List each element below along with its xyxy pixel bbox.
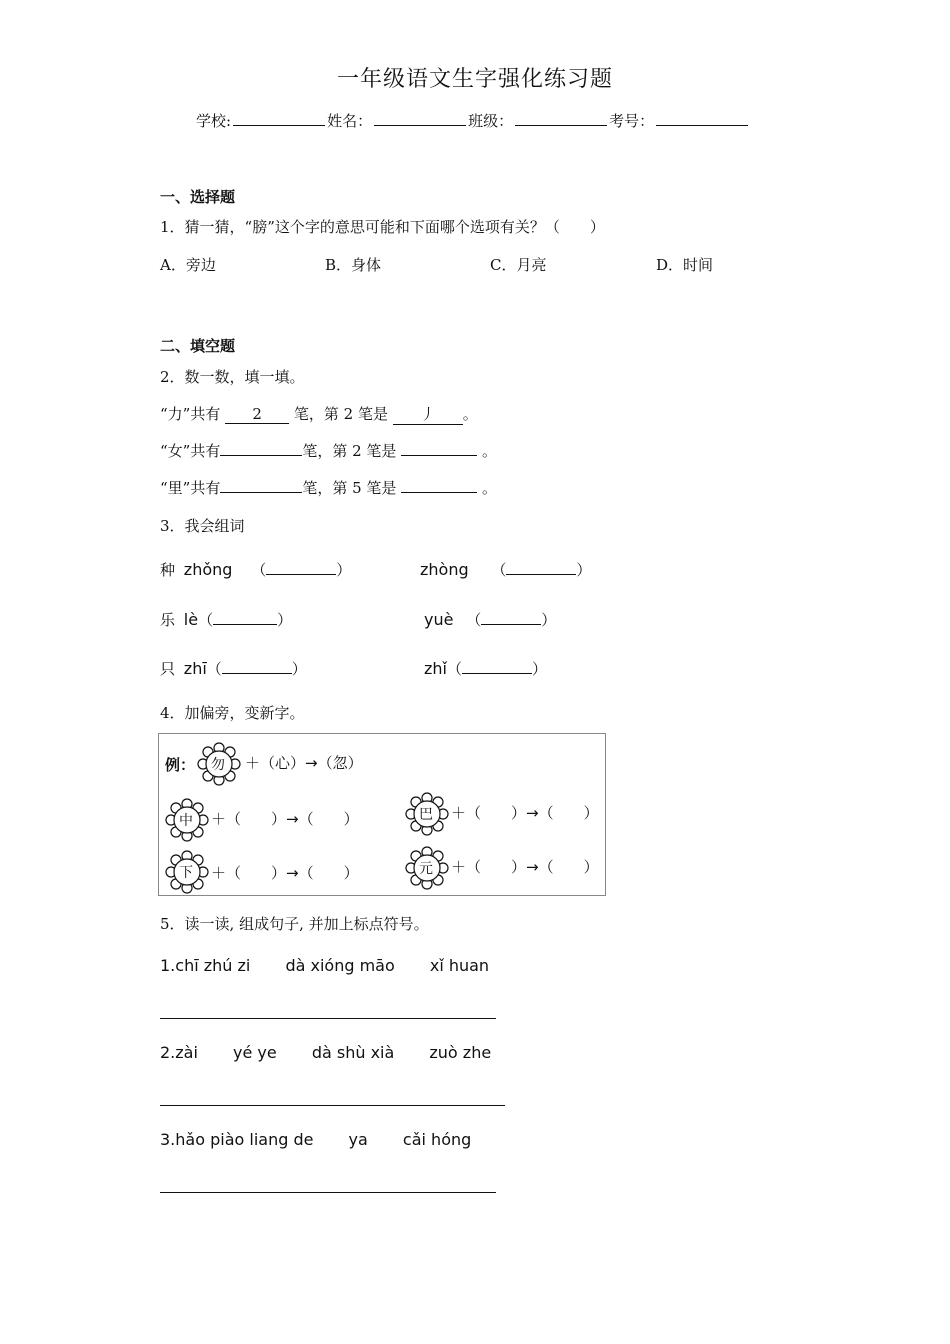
stroke-count-answer[interactable] [220,455,302,456]
stroke-count-answer[interactable] [220,492,302,493]
item-formula[interactable]: ＋（ ）→（ ） [211,864,359,882]
stroke-row-pre: “女”共有 [160,442,221,460]
pinyin-right: zhǐ [424,659,447,678]
stroke-row-end: 。 [482,442,498,460]
word-char: 乐 [160,611,176,629]
flower-item [405,846,449,890]
word-row-zhong2: zhòng （ ） [420,560,592,579]
word-char: 只 [160,660,176,678]
question-2-prompt: 2．数一数，填一填。 [160,368,305,386]
flower-char: 巴 [419,807,433,823]
stroke-shape-answer[interactable] [401,492,477,493]
stroke-row-end: 。 [462,405,478,423]
stroke-row-li [160,403,478,425]
stroke-row-li2 [160,477,497,498]
page-title: 一年级语文生字强化练习题 [336,67,613,92]
sentence-2-pinyin: 2.zài yé ye dà shù xià zuò zhe [160,1043,492,1062]
word-answer-blank[interactable] [462,659,532,674]
pinyin-right: zhòng [420,560,469,579]
option-b[interactable]: B．身体 [325,256,382,274]
flower-item [165,798,209,842]
pinyin-left: lè [183,610,199,629]
stroke-shape-answer[interactable]: 丿 [393,403,463,425]
word-char: 种 [160,561,176,579]
word-answer-blank[interactable] [481,610,541,625]
flower-example [197,742,241,786]
word-answer-blank[interactable] [222,659,292,674]
stroke-shape-answer[interactable] [401,455,477,456]
question-4-prompt: 4．加偏旁，变新字。 [160,704,305,722]
stroke-row-mid: 笔，第 5 笔是 [302,479,397,497]
school-label: 学校: [196,112,232,130]
flower-item [165,850,209,894]
word-answer-blank[interactable] [266,560,336,575]
stroke-row-mid: 笔，第 2 笔是 [293,405,388,423]
word-row-zhong: 种 zhǒng （ ） [160,560,352,579]
flower-item [405,792,449,836]
option-c[interactable]: C．月亮 [490,256,547,274]
name-blank[interactable] [374,111,466,126]
word-answer-blank[interactable] [213,610,277,625]
class-blank[interactable] [515,111,607,126]
item-formula[interactable]: ＋（ ）→（ ） [451,804,599,822]
flower-char: 勿 [211,757,225,773]
radical-figure [158,733,606,896]
word-row-zhi2: zhǐ（ ） [424,659,548,678]
question-1: 1．猜一猜，“膀”这个字的意思可能和下面哪个选项有关？（ ） [160,218,605,236]
class-label: 班级： [468,112,514,130]
stroke-count-answer[interactable]: 2 [225,405,289,424]
flower-char: 元 [419,861,433,877]
sentence-1-pinyin: 1.chī zhú zi dà xióng māo xǐ huan [160,956,490,975]
student-info-row [196,110,750,131]
section2-heading: 二、填空题 [160,337,236,355]
sentence-3-pinyin: 3.hǎo piào liang de ya cǎi hóng [160,1130,472,1149]
word-row-yue: yuè （ ） [424,610,557,629]
section1-heading: 一、选择题 [160,188,236,206]
sentence-2-answer-line[interactable] [160,1105,505,1106]
stroke-row-nv [160,440,497,461]
flower-char: 下 [179,865,193,881]
option-a[interactable]: A．旁边 [160,256,216,274]
stroke-row-pre: “里”共有 [160,479,221,497]
item-formula[interactable]: ＋（ ）→（ ） [211,810,359,828]
stroke-row-pre: “力”共有 [160,405,221,423]
number-label: 考号： [609,112,655,130]
stroke-row-end: 。 [482,479,498,497]
example-formula: ＋（心）→（忽） [245,754,363,772]
pinyin-right: yuè [424,610,454,629]
name-label: 姓名： [327,112,373,130]
stroke-row-mid: 笔，第 2 笔是 [302,442,397,460]
word-answer-blank[interactable] [506,560,576,575]
example-label: 例： [165,756,196,774]
pinyin-left: zhī [183,659,207,678]
word-row-le: 乐 lè（ ） [160,610,293,629]
number-blank[interactable] [656,111,748,126]
sentence-1-answer-line[interactable] [160,1018,496,1019]
flower-char: 中 [179,813,193,829]
question-5-prompt: 5．读一读, 组成句子, 并加上标点符号。 [160,915,429,933]
question-3-prompt: 3．我会组词 [160,517,245,535]
school-blank[interactable] [233,111,325,126]
word-row-zhi: 只 zhī（ ） [160,659,307,678]
item-formula[interactable]: ＋（ ）→（ ） [451,858,599,876]
sentence-3-answer-line[interactable] [160,1192,496,1193]
option-d[interactable]: D．时间 [656,256,714,274]
pinyin-left: zhǒng [183,560,233,579]
